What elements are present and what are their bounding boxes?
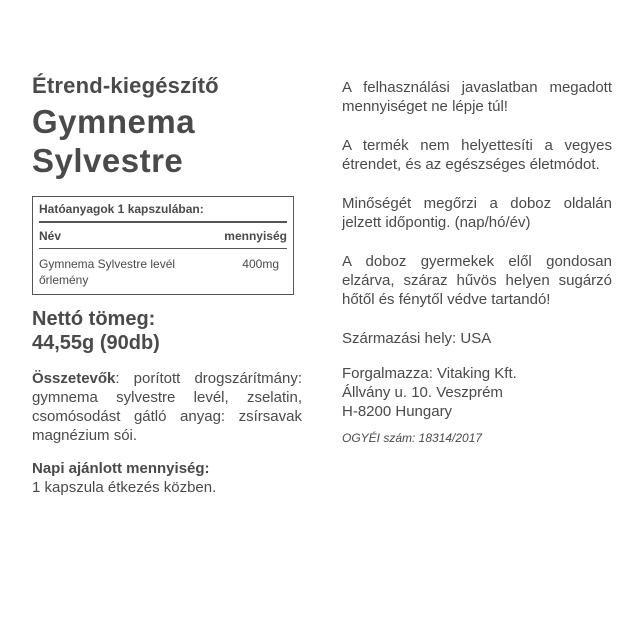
- distributor-address: [342, 364, 612, 421]
- active-ingredients-header: Hatóanyagok 1 kapszulában:: [39, 202, 287, 223]
- expiry-note: Minőségét megőrzi a doboz oldalán jelzett időpontig. (nap/hó/év): [342, 195, 612, 231]
- daily-dose-text: 1 kapszula étkezés közben.: [32, 479, 217, 496]
- ingredient-amount: 400mg: [242, 257, 279, 271]
- distributor-line2: Állvány u. 10. Veszprém: [342, 384, 503, 401]
- registration-number: OGYÉI szám: 18314/2017: [342, 431, 483, 445]
- product-title-line1: Gymnema: [32, 103, 196, 140]
- storage-note: A doboz gyermekek elől gondosan elzárva, száraz hűvös helyen sugárzó hőtől és fénytől védve tartandó!: [342, 253, 612, 308]
- net-weight: [32, 307, 302, 355]
- ingredient-name: Gymnema Sylvestre levél őrlemény: [39, 257, 176, 287]
- active-ingredients-columns: [39, 223, 287, 249]
- product-subtitle: Étrend-kiegészítő: [32, 73, 219, 98]
- diet-warning: A termék nem helyettesíti a vegyes étrendet, és az egészséges életmódot.: [342, 137, 612, 173]
- column-amount: mennyiség: [224, 229, 287, 243]
- right-column: [342, 78, 612, 448]
- net-weight-value: 44,55g (90db): [32, 332, 160, 354]
- active-ingredients-table: [32, 196, 294, 295]
- composition-label: Összetevők: [32, 370, 116, 387]
- composition-paragraph: [32, 369, 302, 445]
- table-row: [39, 249, 287, 288]
- dose-warning: A felhasználási javaslatban megadott mennyiséget ne lépje túl!: [342, 79, 612, 115]
- product-title-line2: Sylvestre: [32, 142, 184, 179]
- product-title: [32, 102, 302, 180]
- net-weight-label: Nettó tömeg:: [32, 308, 156, 330]
- composition-text: : porított drogszárítmány: gymnema sylvestre levél, zselatin, csomósodást gátló anyag: zsírsavak magnézium sói.: [32, 370, 302, 444]
- daily-dose-paragraph: [32, 459, 302, 497]
- distributor-line1: Forgalmazza: Vitaking Kft.: [342, 365, 517, 382]
- left-column: [32, 72, 302, 497]
- daily-dose-label: Napi ajánlott mennyiség:: [32, 460, 210, 477]
- origin-note: Származási hely: USA: [342, 330, 492, 347]
- column-name: Név: [39, 229, 62, 243]
- distributor-line3: H-8200 Hungary: [342, 403, 453, 420]
